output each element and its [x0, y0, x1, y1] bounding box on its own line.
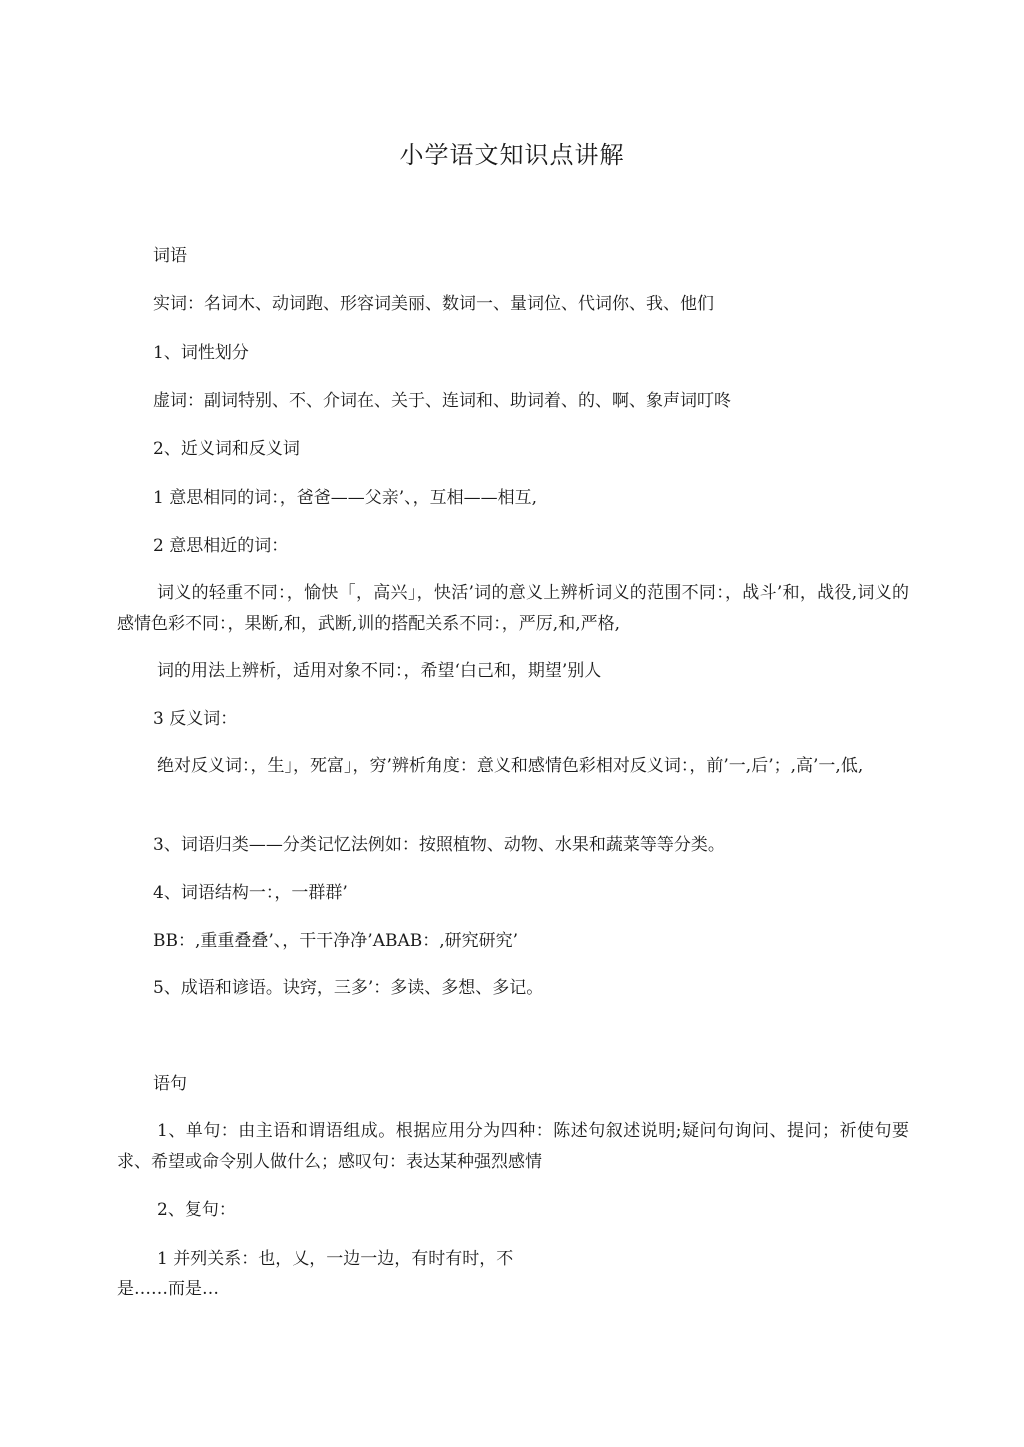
paragraph-chengyu: 5、成语和谚语。诀窍，三多’：多读、多想、多记。 [153, 978, 544, 998]
paragraph-jiegou: 4、词语结构一：，一群群’ [153, 883, 348, 903]
paragraph-bb: BB：,重重叠叠’、，干干净净’ABAB：,研究研究’ [153, 931, 519, 951]
paragraph-jinyi-heading: 2、近义词和反义词 [153, 439, 300, 459]
paragraph-shici: 实词：名词木、动词跑、形容词美丽、数词一、量词位、代词你、我、他们 [153, 294, 714, 314]
paragraph-binglie-line2: 是……而是… [117, 1279, 219, 1299]
paragraph-qingzhong: 词义的轻重不同：，愉快「，高兴」，快活’词的意义上辨析词义的范围不同：，战斗’和，战役,词义的感情色彩不同：，果断,和，武断,训的搭配关系不同：，严厉,和,严格, [117, 583, 909, 634]
paragraph-guilei: 3、词语归类——分类记忆法例如：按照植物、动物、水果和蔬菜等等分类。 [153, 835, 725, 855]
paragraph-binglie-line1: 1 并列关系：也，乂，一边一边，有时有时，不 [157, 1249, 514, 1269]
paragraph-fuju: 2、复句： [157, 1200, 236, 1220]
page-title: 小学语文知识点讲解 [399, 141, 625, 169]
paragraph-tongyi: 1 意思相同的词：，爸爸——父亲’、，互相——相互, [153, 488, 538, 508]
section-heading-sentences: 语句 [153, 1074, 187, 1094]
paragraph-fanyi: 3 反义词： [153, 709, 238, 729]
paragraph-danju: 1、单句：由主语和谓语组成。根据应用分为四种：陈述句叙述说明;疑问句询问、提问；祈使句要求、希望或命令别人做什么；感叹句：表达某种强烈感情 [117, 1121, 909, 1172]
paragraph-cixing: 1、词性划分 [153, 343, 249, 363]
section-heading-words: 词语 [153, 246, 187, 266]
paragraph-yongfa: 词的用法上辨析，适用对象不同：，希望‘白己和，期望’别人 [157, 661, 602, 681]
paragraph-jinyi: 2 意思相近的词： [153, 536, 289, 556]
paragraph-xuci: 虚词：副词特别、不、介词在、关于、连词和、助词着、的、啊、象声词叮咚 [153, 391, 731, 411]
paragraph-juedui: 绝对反义词：，生」，死富」，穷’辨析角度：意义和感情色彩相对反义词：，前’一,后’；,高’一,低, [157, 756, 864, 776]
